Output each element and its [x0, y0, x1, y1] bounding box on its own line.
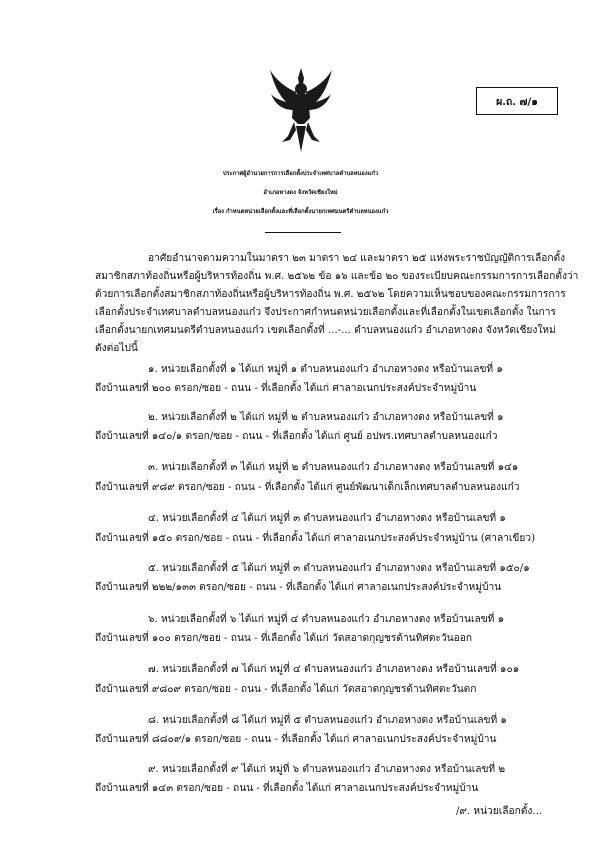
- continuation-text: /๙. หน่วยเลือกตั้ง...: [456, 806, 543, 817]
- title-line-3: เรื่อง กำหนดหน่วยเลือกตั้งและที่เลือกตั้งนายกเทศมนตรีตำบลหนองแก๋ว: [212, 209, 389, 215]
- intro-line: ด้วยการเลือกตั้งสมาชิกสภาท้องถิ่นหรือผู้บริหารท้องถิ่น พ.ศ. ๒๕๖๒ โดยความเห็นชอบของคณะกรรมการการ: [95, 289, 566, 300]
- unit-8-line-1: ๘. หน่วยเลือกตั้งที่ ๘ ได้แก่ หมู่ที่ ๕ ตำบลหนองแก๋ว อำเภอหางดง หรือบ้านเลขที่ ๑: [148, 715, 507, 726]
- unit-7-line-2: ถึงบ้านเลขที่ ๙๘๐๙ ตรอก/ซอย - ถนน - ที่เลือกตั้ง ได้แก่ วัดสอาดกุญชรด้านทิศตะวันตก: [95, 684, 477, 695]
- unit-1-line-2: ถึงบ้านเลขที่ ๒๐๐ ตรอก/ซอย - ถนน - ที่เลือกตั้ง ได้แก่ ศาลาอเนกประสงค์ประจำหมู่บ้าน: [95, 383, 477, 394]
- unit-9-line-2: ถึงบ้านเลขที่ ๑๔๓ ตรอก/ซอย - ถนน - ที่เลือกตั้ง ได้แก่ ศาลาอเนกประสงค์ประจำหมู่บ้าน: [95, 783, 479, 794]
- unit-7-line-1: ๗. หน่วยเลือกตั้งที่ ๗ ได้แก่ หมู่ที่ ๔ ตำบลหนองแก๋ว อำเภอหางดง หรือบ้านเลขที่ ๑๐๑: [148, 664, 520, 675]
- unit-3-line-1: ๓. หน่วยเลือกตั้งที่ ๓ ได้แก่ หมู่ที่ ๒ ตำบลหนองแก๋ว อำเภอหางดง หรือบ้านเลขที่ ๑๔๑: [148, 462, 519, 473]
- unit-4-line-2: ถึงบ้านเลขที่ ๑๕๐ ตรอก/ซอย - ถนน - ที่เลือกตั้ง ได้แก่ ศาลาอเนกประสงค์ประจำหมู่บ้าน (ศาลาเขียว): [95, 533, 536, 544]
- intro-line: เลือกตั้งนายกเทศมนตรีตำบลหนองแก๋ว เขตเลือกตั้งที่ ...-... ตำบลหนองแก๋ว อำเภอหางดง จังหวัดเชียงใหม่: [95, 325, 556, 336]
- title-line-1: ประกาศผู้อำนวยการการเลือกตั้งประจำเทศบาลตำบลหนองแก๋ว: [222, 171, 379, 177]
- garuda-emblem-icon: [268, 66, 334, 154]
- unit-5-line-2: ถึงบ้านเลขที่ ๒๒๒/๑๓๓ ตรอก/ซอย - ถนน - ที่เลือกตั้ง ได้แก่ ศาลาอเนกประสงค์ประจำหมู่บ้าน: [95, 582, 502, 593]
- unit-2-line-1: ๒. หน่วยเลือกตั้งที่ ๒ ได้แก่ หมู่ที่ ๒ ตำบลหนองแก๋ว อำเภอหางดง หรือบ้านเลขที่ ๑: [148, 412, 504, 423]
- title-line-2: อำเภอหางดง จังหวัดเชียงใหม่: [263, 190, 338, 196]
- unit-9-line-1: ๙. หน่วยเลือกตั้งที่ ๙ ได้แก่ หมู่ที่ ๖ ตำบลหนองแก๋ว อำเภอหางดง หรือบ้านเลขที่ ๒: [148, 764, 506, 775]
- unit-6-line-1: ๖. หน่วยเลือกตั้งที่ ๖ ได้แก่ หมู่ที่ ๔ ตำบลหนองแก๋ว อำเภอหางดง หรือบ้านเลขที่ ๑: [148, 614, 505, 625]
- title-divider: [265, 232, 341, 233]
- unit-4-line-1: ๔. หน่วยเลือกตั้งที่ ๔ ได้แก่ หมู่ที่ ๓ ตำบลหนองแก๋ว อำเภอหางดง หรือบ้านเลขที่ ๑: [148, 513, 506, 524]
- intro-line: อาศัยอำนาจตามความในมาตรา ๒๓ มาตรา ๒๔ และมาตรา ๒๕ แห่งพระราชบัญญัติการเลือกตั้ง: [148, 253, 566, 264]
- unit-6-line-2: ถึงบ้านเลขที่ ๑๐๐ ตรอก/ซอย - ถนน - ที่เลือกตั้ง ได้แก่ วัดสอาดกุญชรด้านทิศตะวันออก: [95, 633, 472, 644]
- intro-line: เลือกตั้งประจำเทศบาลตำบลหนองแก๋ว จึงประกาศกำหนดหน่วยเลือกตั้งและที่เลือกตั้งในเขตเลือกตั้ง ในการ: [95, 307, 556, 318]
- unit-2-line-2: ถึงบ้านเลขที่ ๑๔๐/๑ ตรอก/ซอย - ถนน - ที่เลือกตั้ง ได้แก่ ศูนย์ อปพร.เทศบาลตำบลหนองแก๋ว: [95, 431, 498, 442]
- intro-line: สมาชิกสภาท้องถิ่นหรือผู้บริหารท้องถิ่น พ.ศ. ๒๕๖๒ ข้อ ๑๖ และข้อ ๒๐ ของระเบียบคณะกรรมการการเลือกตั้งว่า: [95, 271, 579, 282]
- form-code-box: ผ.ถ. ๗/๑: [476, 87, 558, 115]
- unit-5-line-1: ๕. หน่วยเลือกตั้งที่ ๕ ได้แก่ หมู่ที่ ๓ ตำบลหนองแก๋ว อำเภอหางดง หรือบ้านเลขที่ ๑๕๐/๑: [148, 563, 530, 574]
- intro-line: ดังต่อไปนี้: [95, 343, 138, 354]
- unit-1-line-1: ๑. หน่วยเลือกตั้งที่ ๑ ได้แก่ หมู่ที่ ๑ ตำบลหนองแก๋ว อำเภอหางดง หรือบ้านเลขที่ ๑: [148, 364, 503, 375]
- unit-3-line-2: ถึงบ้านเลขที่ ๙๘๙ ตรอก/ซอย - ถนน - ที่เลือกตั้ง ได้แก่ ศูนย์พัฒนาเด็กเล็กเทศบาลตำบลหนองแก๋ว: [95, 482, 520, 493]
- unit-8-line-2: ถึงบ้านเลขที่ ๘๘๐๙/๑ ตรอก/ซอย - ถนน - ที่เลือกตั้ง ได้แก่ ศาลาอเนกประสงค์ประจำหมู่บ้าน: [95, 734, 497, 745]
